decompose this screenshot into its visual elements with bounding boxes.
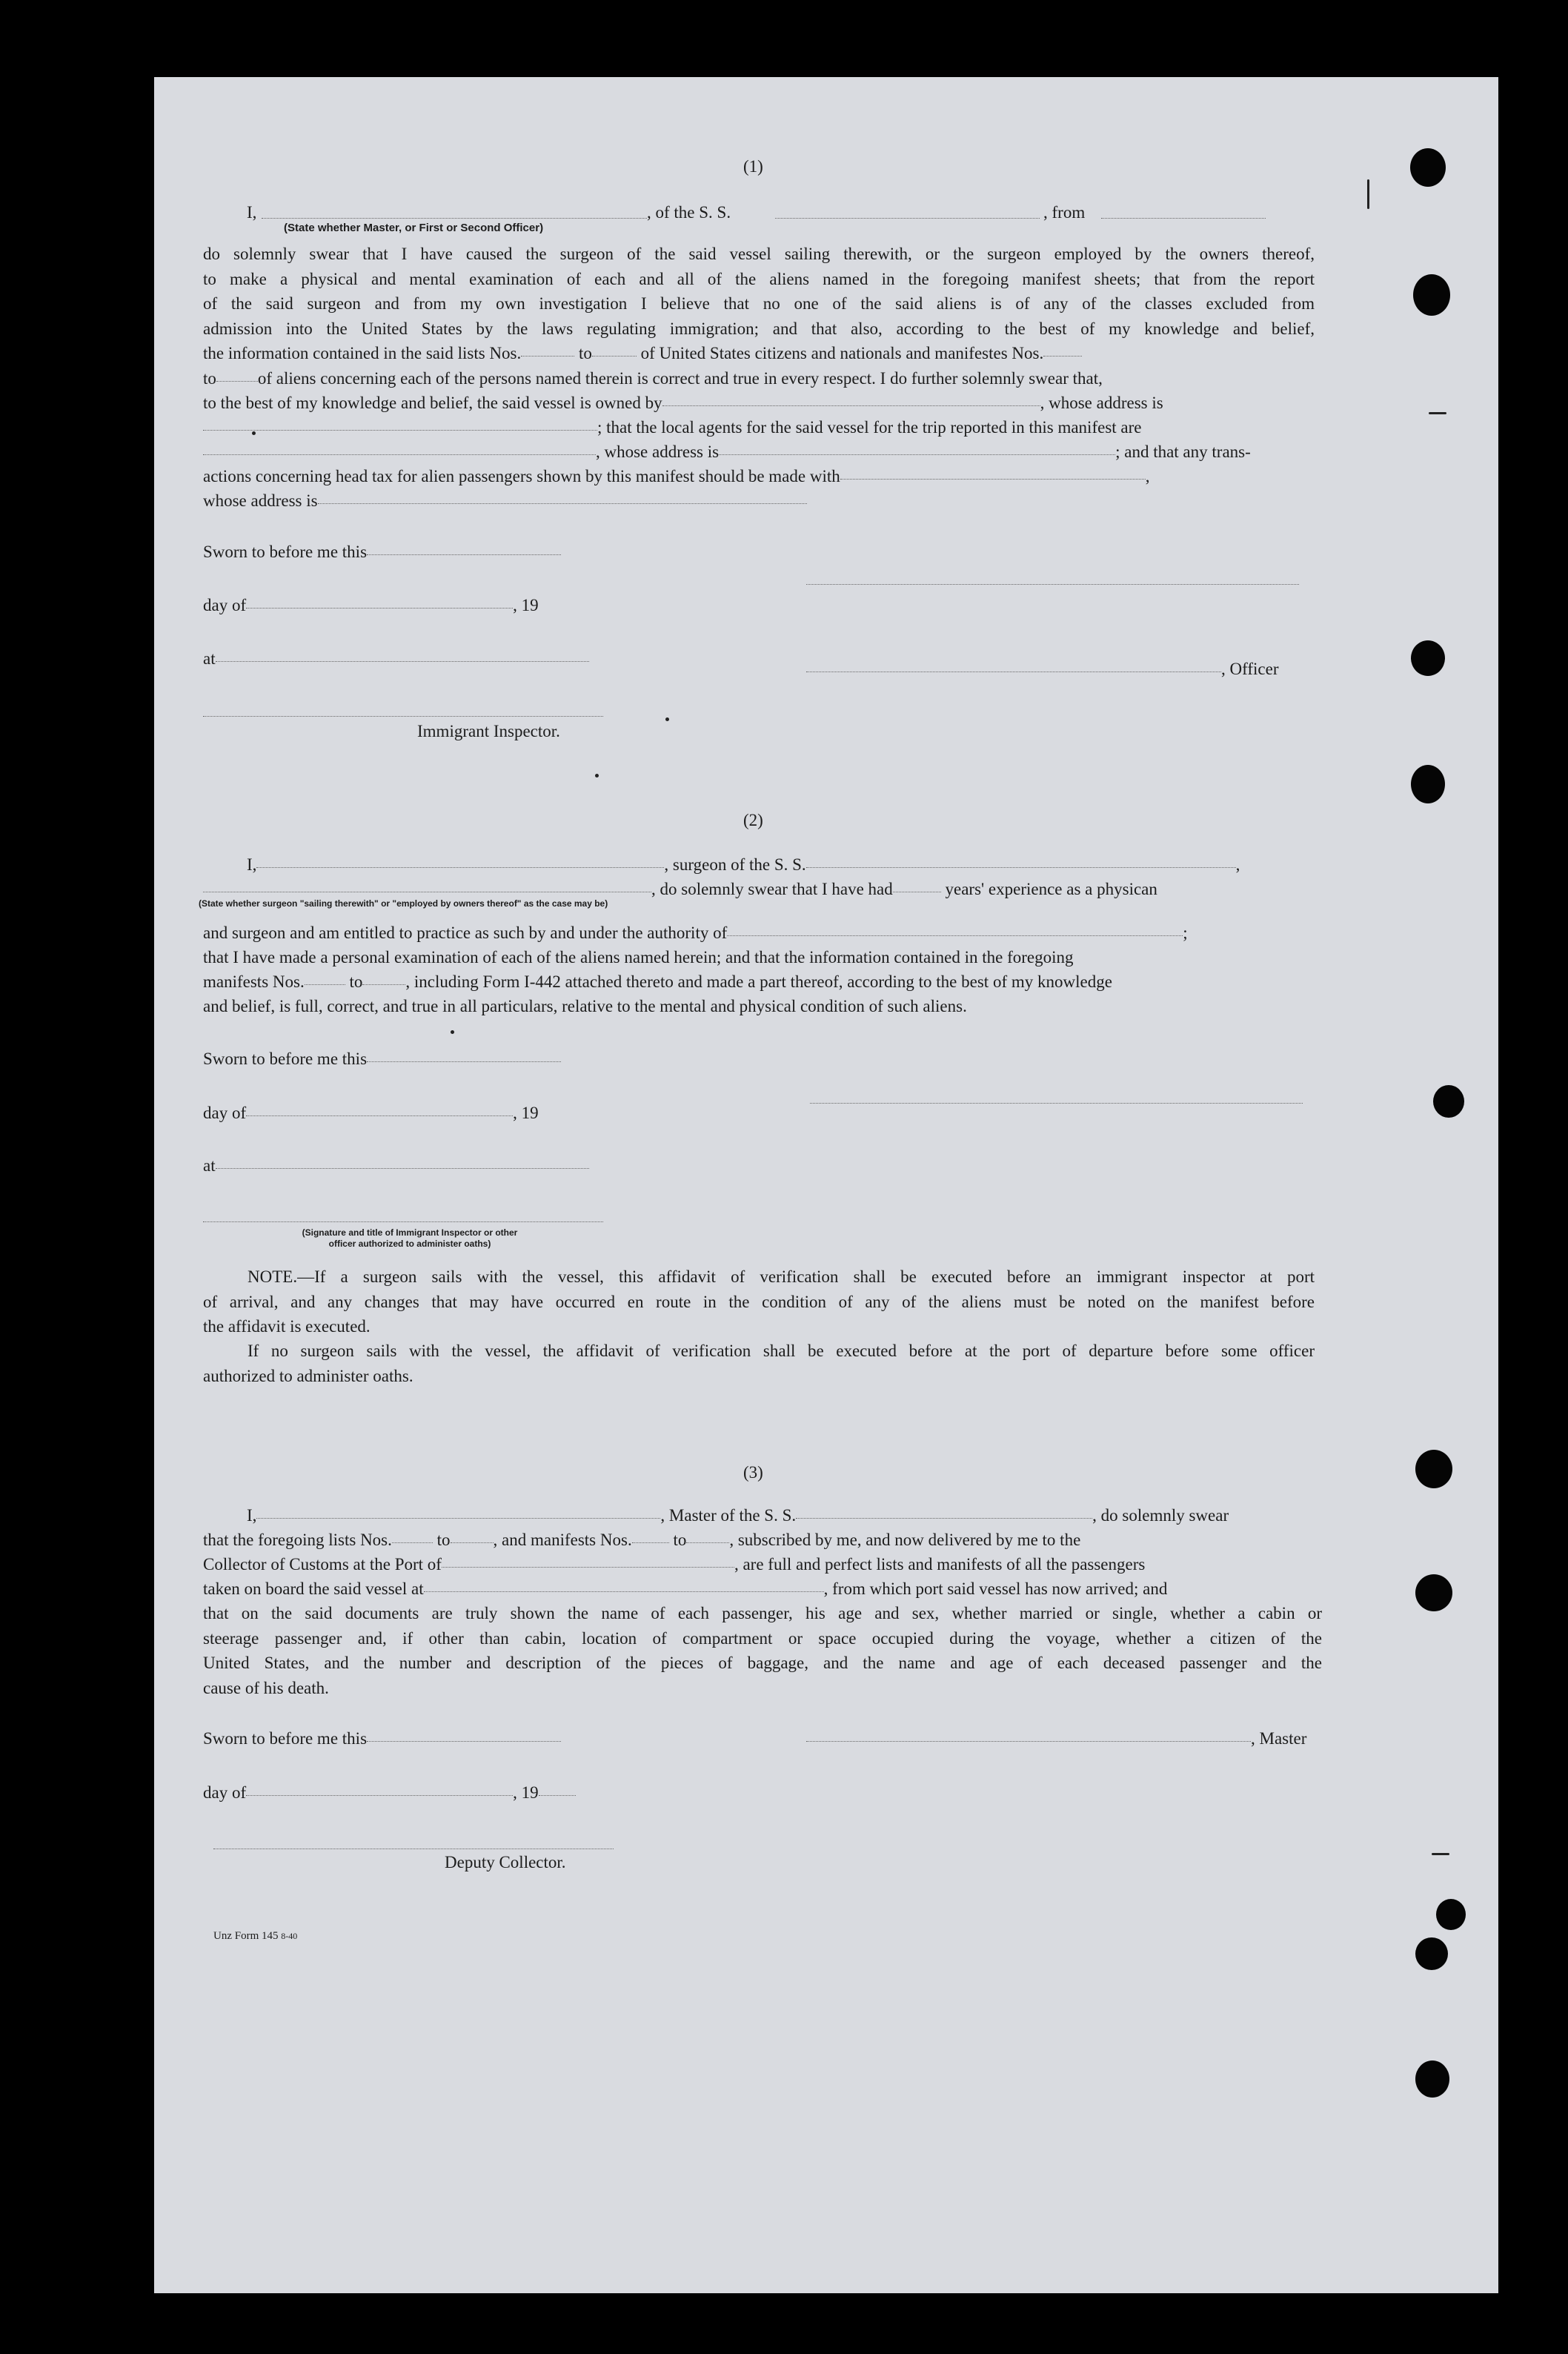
section1-inspector-line: [203, 716, 603, 717]
signature-note: [228, 1227, 591, 1250]
section2-line2: , do solemnly swear that I have had years' experience as a physican: [203, 877, 1315, 901]
ink-speck: [451, 1030, 454, 1034]
section3-line2: that the foregoing lists Nos. to , and manifests Nos. to , subscribed by me, and now delivered by me to the: [203, 1531, 1081, 1549]
immigrant-inspector-label: Immigrant Inspector.: [417, 722, 560, 740]
section3-body: [203, 1601, 1322, 1700]
section2-signature-line[interactable]: [810, 1103, 1303, 1104]
note-paragraph-2: [203, 1339, 1315, 1388]
section1-from: , from: [1043, 203, 1086, 222]
section1-signature-line[interactable]: [806, 584, 1299, 585]
manifest-page: [154, 77, 1498, 2293]
surgeon-note: (State whether surgeon "sailing therewith" or "employed by owners thereof" as the case may be): [199, 898, 608, 909]
section1-officer: , Officer: [806, 657, 1278, 681]
punch-hole: [1410, 148, 1446, 187]
section1-line9: , whose address is ; and that any trans-: [203, 440, 1315, 464]
punch-hole: [1415, 2060, 1449, 2098]
section2-line6: and belief, is full, correct, and true in all particulars, relative to the mental and physical condition of such aliens.: [203, 997, 967, 1015]
signature-note-line: (Signature and title of Immigrant Inspector or other: [302, 1227, 518, 1238]
section2-sworn: Sworn to before me this: [203, 1047, 561, 1071]
section1-body: [203, 242, 1315, 341]
punch-hole: [1436, 1899, 1466, 1930]
section3-day: day of , 19: [203, 1780, 576, 1805]
section1-line: admission into the United States by the laws regulating immigration; and that also, according to the best of my knowledge and belief,: [203, 319, 1315, 338]
section1-line5: the information contained in the said lists Nos. to of United States citizens and nationals and manifestes Nos.: [203, 341, 1315, 365]
officer-note: (State whether Master, or First or Second Officer): [284, 222, 544, 234]
section3-line: cause of his death.: [203, 1678, 329, 1697]
ink-speck: [1367, 179, 1369, 209]
section2-line4: that I have made a personal examination of each of the aliens named herein; and that the information contained in the foregoing: [203, 948, 1074, 967]
note-line: NOTE.—If a surgeon sails with the vessel, this affidavit of verification shall be executed before an immigrant inspector at port: [248, 1267, 1315, 1286]
punch-hole: [1415, 1937, 1448, 1970]
section1-line8: ; that the local agents for the said vessel for the trip reported in this manifest are: [203, 415, 1315, 440]
section1-line: of the said surgeon and from my own investigation I believe that no one of the said aliens is of any of the classes excluded from: [203, 294, 1315, 313]
section2-day: day of , 19: [203, 1104, 539, 1122]
note-line: the affidavit is executed.: [203, 1317, 371, 1336]
punch-hole: [1411, 765, 1445, 803]
punch-hole: [1413, 274, 1450, 316]
punch-hole: [1411, 640, 1445, 676]
section1-i: I,: [247, 203, 257, 222]
note-line: of arrival, and any changes that may have occurred en route in the condition of any of the aliens must be noted on the manifest before: [203, 1292, 1315, 1311]
ink-speck: [1429, 412, 1446, 414]
signature-note-line: officer authorized to administer oaths): [328, 1239, 491, 1249]
note-paragraph-1: [203, 1264, 1315, 1339]
section1-of-ss: , of the S. S.: [647, 203, 731, 222]
section1-line11: whose address is: [203, 488, 807, 513]
section2-line3: and surgeon and am entitled to practice as such by and under the authority of ;: [203, 924, 1188, 942]
from-port-blank[interactable]: [1101, 218, 1266, 219]
form-number: Unz Form 145 8-40: [213, 1930, 298, 1942]
section3-line1: I, , Master of the S. S. , do solemnly swear: [247, 1506, 1229, 1525]
ink-speck: [1432, 1853, 1449, 1855]
section3-sworn: Sworn to before me this: [203, 1726, 561, 1751]
section1-line7: to the best of my knowledge and belief, the said vessel is owned by , whose address is: [203, 394, 1163, 412]
ink-speck: [595, 774, 599, 778]
ship-name-blank[interactable]: [775, 218, 1040, 219]
section1-sworn: Sworn to before me this: [203, 540, 561, 564]
section2-number: (2): [743, 811, 763, 829]
section3-line: that on the said documents are truly shown the name of each passenger, his age and sex, whether married or single, whether a cabin or: [203, 1604, 1322, 1622]
section1-at: at: [203, 646, 589, 671]
section2-line5: manifests Nos. to , including Form I-442 attached thereto and made a part thereof, according to the best of my knowledge: [203, 972, 1112, 991]
section3-number: (3): [743, 1463, 763, 1482]
punch-hole: [1433, 1085, 1464, 1118]
section1-number: (1): [743, 157, 763, 176]
deputy-collector-label: Deputy Collector.: [445, 1853, 566, 1871]
section3-line: United States, and the number and description of the pieces of baggage, and the name and age of each deceased passenger and the: [203, 1654, 1322, 1672]
ink-speck: [252, 431, 256, 435]
section3-line: steerage passenger and, if other than cabin, location of compartment or space occupied during the voyage, whether a citizen of the: [203, 1628, 1322, 1648]
section3-line4: taken on board the said vessel at , from which port said vessel has now arrived; and: [203, 1579, 1168, 1598]
section1-line6: to of aliens concerning each of the persons named therein is correct and true in every respect. I do further solemnly swear that,: [203, 369, 1103, 388]
section1-line10: actions concerning head tax for alien passengers shown by this manifest should be made with ,: [203, 467, 1150, 485]
master-name-blank[interactable]: [262, 218, 647, 219]
section2-at: at: [203, 1153, 589, 1178]
ink-speck: [665, 717, 669, 721]
section2-line1: I, , surgeon of the S. S. ,: [247, 855, 1240, 874]
section3-line3: Collector of Customs at the Port of , are full and perfect lists and manifests of all the passengers: [203, 1555, 1146, 1574]
section3-master: , Master: [806, 1726, 1306, 1751]
section1-line: do solemnly swear that I have caused the surgeon of the said vessel sailing therewith, or the surgeon employed by the owners thereof,: [203, 245, 1315, 263]
punch-hole: [1415, 1574, 1452, 1611]
section2-inspector-line: [203, 1221, 603, 1222]
section1-day: day of , 19: [203, 596, 539, 614]
note-line: authorized to administer oaths.: [203, 1366, 413, 1385]
note-line: If no surgeon sails with the vessel, the affidavit of verification shall be executed before at the port of departure before some officer: [248, 1342, 1315, 1360]
section1-line: to make a physical and mental examination of each and all of the aliens named in the foregoing manifest sheets; that from the report: [203, 269, 1315, 288]
punch-hole: [1415, 1450, 1452, 1488]
